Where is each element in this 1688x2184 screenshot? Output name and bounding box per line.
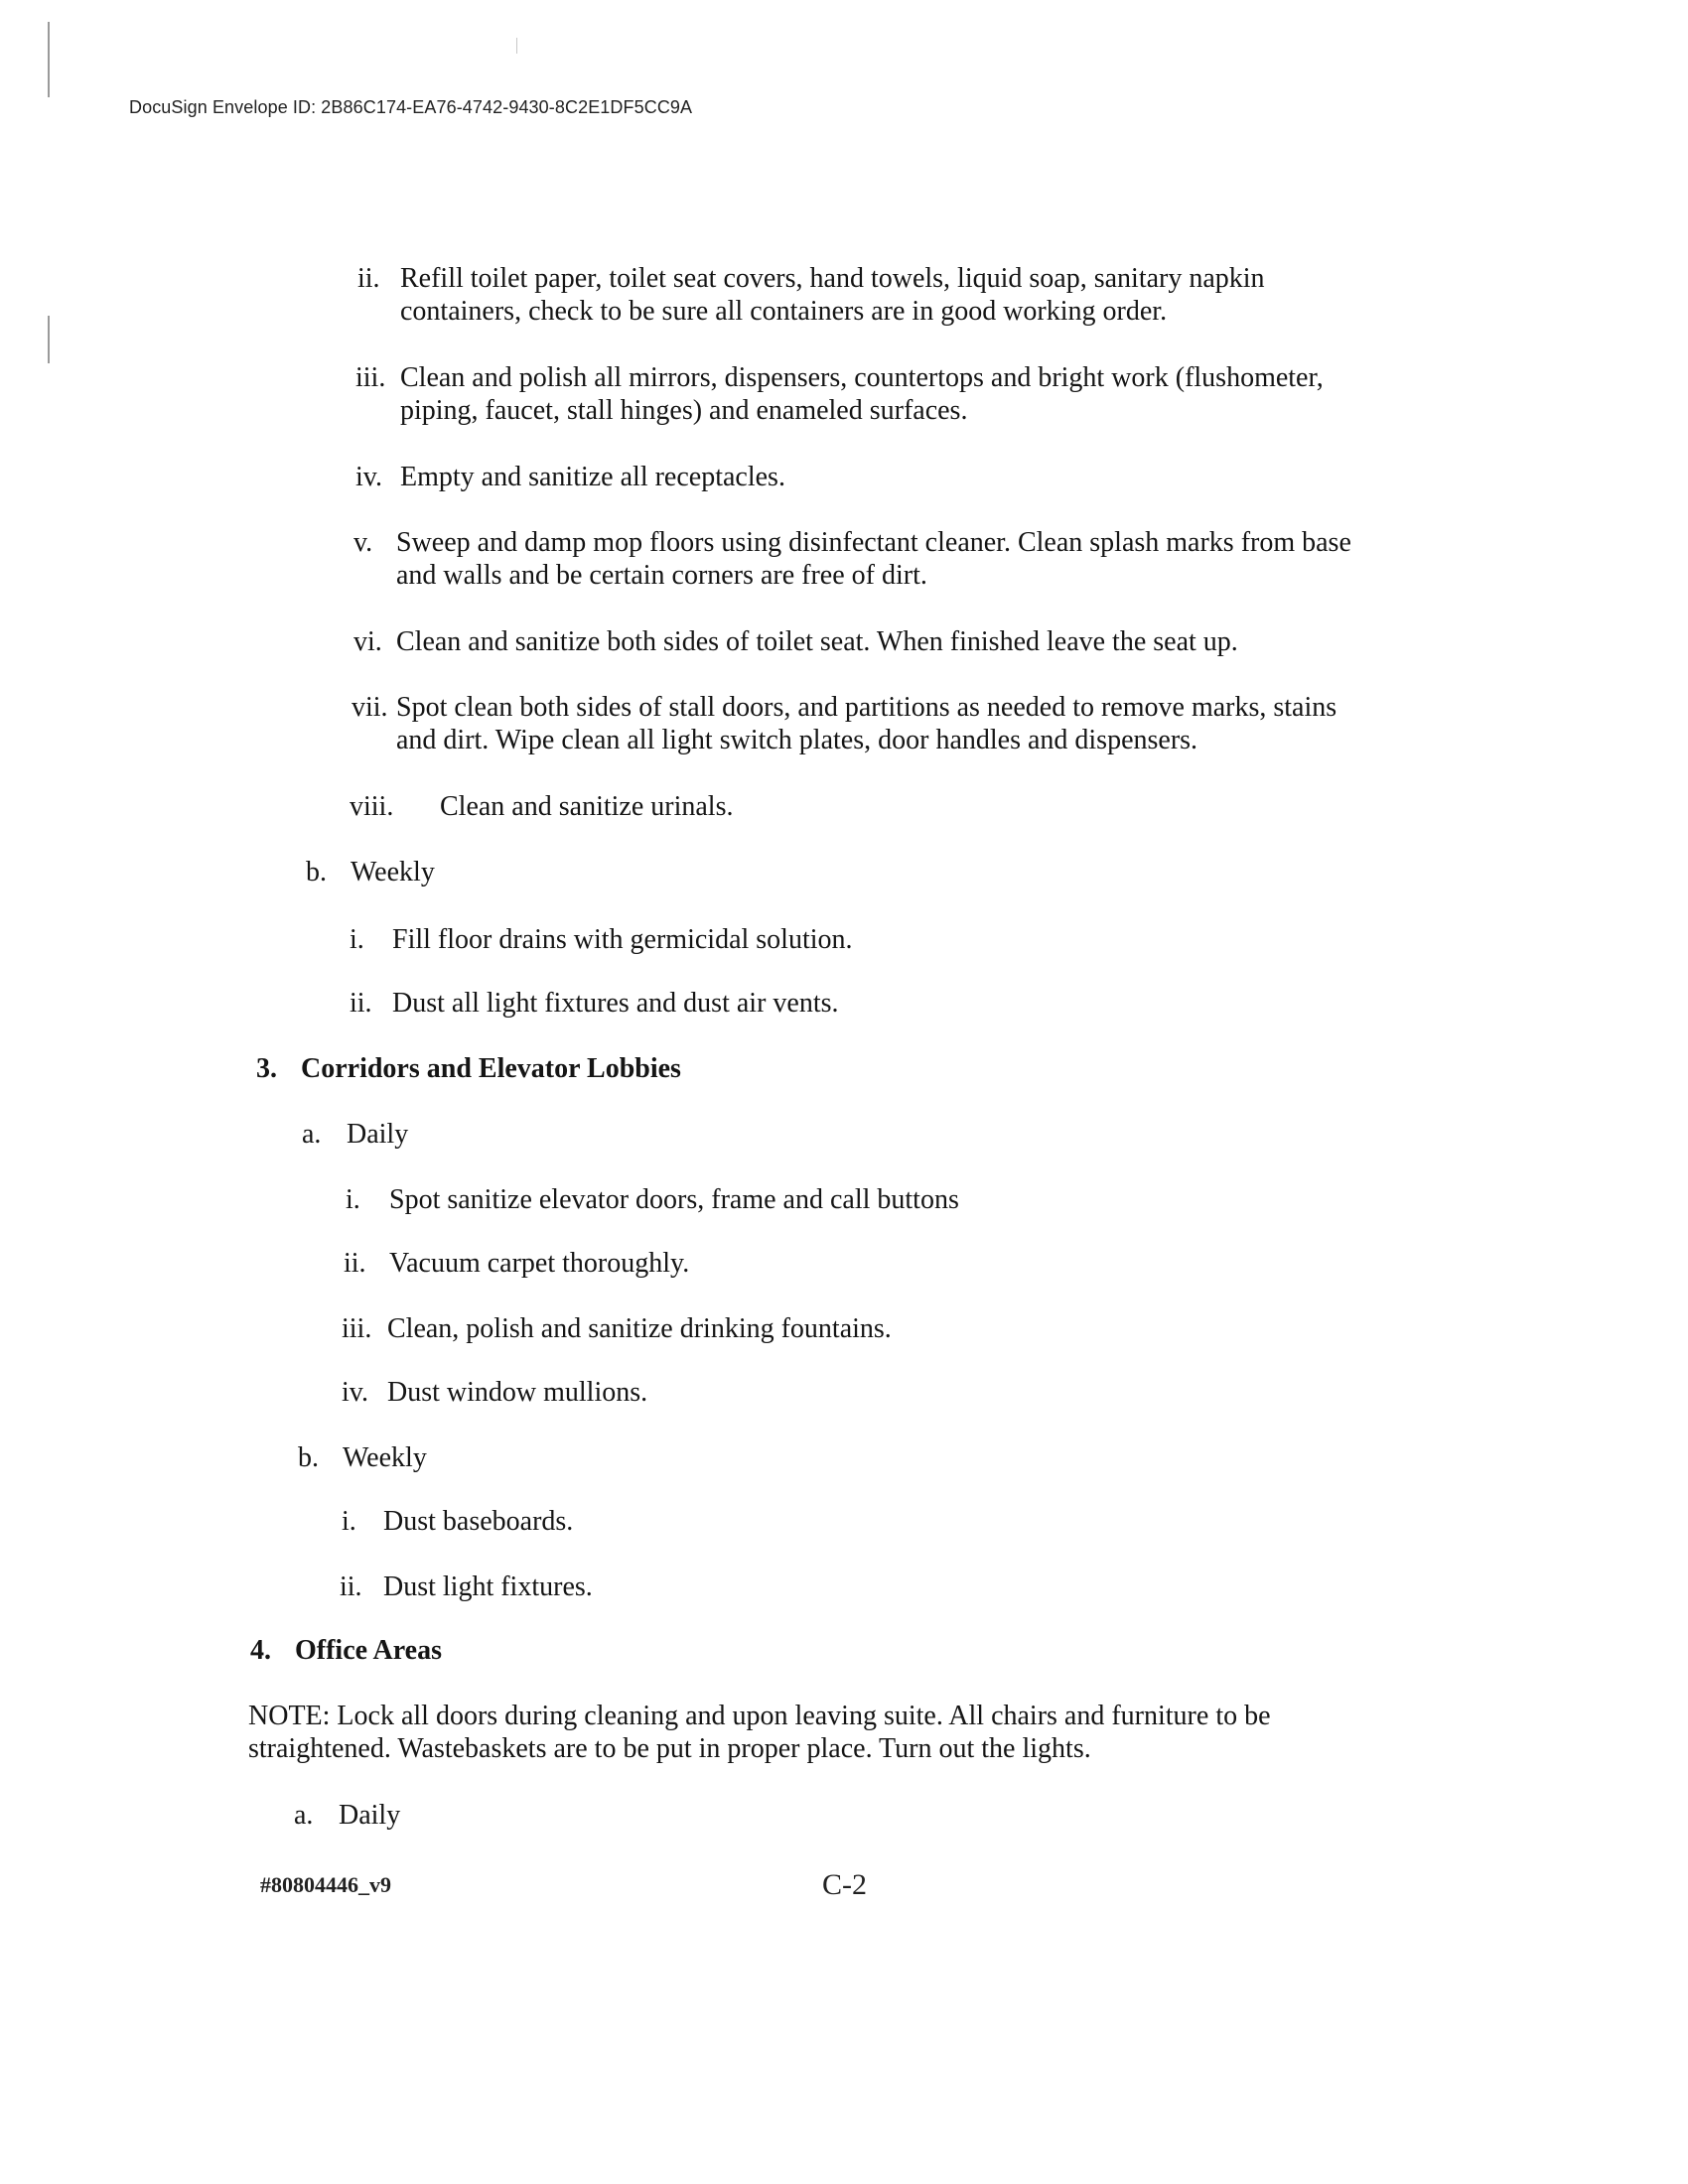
document-id: #80804446_v9 (260, 1872, 391, 1897)
section-number: 3. (256, 1053, 277, 1084)
docusign-envelope-id: DocuSign Envelope ID: 2B86C174-EA76-4742-9430-8C2E1DF5CC9A (129, 97, 693, 117)
list-item-restroom-daily-iv (355, 461, 785, 493)
scan-edge-upper (48, 22, 50, 97)
item-text-line: Clean and sanitize urinals. (440, 791, 734, 822)
item-text-line: Empty and sanitize all receptacles. (400, 462, 785, 492)
item-text-line: Vacuum carpet thoroughly. (389, 1248, 690, 1279)
item-letter: b. (306, 857, 327, 887)
list-item-restroom-weekly-ii (350, 987, 839, 1020)
list-item-restroom-daily-viii (350, 790, 733, 823)
item-number: i. (350, 924, 364, 955)
item-number: iii. (342, 1313, 372, 1344)
list-item-restroom-daily-v (353, 526, 1351, 592)
corridors-weekly-label (298, 1441, 427, 1474)
item-text-line: containers, check to be sure all containers are in good working order. (400, 296, 1168, 327)
item-letter: a. (302, 1119, 322, 1150)
item-text-line: Daily (347, 1119, 409, 1150)
office-areas-note (248, 1700, 1271, 1765)
item-text-line: Daily (339, 1800, 401, 1831)
item-number: ii. (357, 263, 380, 294)
item-number: vii. (352, 692, 388, 723)
item-number: vi. (353, 626, 382, 657)
list-item-corridors-daily-ii (344, 1247, 689, 1280)
item-text-line: Clean and polish all mirrors, dispensers, countertops and bright work (flushometer, (400, 362, 1324, 393)
list-item-restroom-daily-vii (352, 691, 1336, 756)
item-text-line: Weekly (343, 1442, 427, 1473)
item-text-line: Spot clean both sides of stall doors, and partitions as needed to remove marks, stains (396, 692, 1337, 723)
item-text-line: Dust light fixtures. (383, 1571, 593, 1602)
item-number: i. (342, 1506, 356, 1537)
item-letter: a. (294, 1800, 314, 1831)
item-number: ii. (350, 988, 372, 1019)
note-text-line: NOTE: Lock all doors during cleaning and upon leaving suite. All chairs and furniture to be (248, 1701, 1271, 1731)
item-text-line: Dust baseboards. (383, 1506, 574, 1537)
note-text-line: straightened. Wastebaskets are to be put in proper place. Turn out the lights. (248, 1733, 1091, 1764)
list-item-corridors-daily-iii (342, 1312, 892, 1345)
item-text-line: Clean, polish and sanitize drinking fountains. (387, 1313, 892, 1344)
list-item-restroom-daily-iii (355, 361, 1324, 427)
list-item-restroom-weekly-i (350, 923, 853, 956)
item-text-line: and dirt. Wipe clean all light switch plates, door handles and dispensers. (396, 725, 1198, 755)
page-number: C-2 (822, 1868, 867, 1901)
section-heading-corridors (256, 1052, 681, 1085)
scan-mark (516, 38, 517, 54)
item-text-line: Sweep and damp mop floors using disinfectant cleaner. Clean splash marks from base (396, 527, 1351, 558)
list-item-corridors-daily-i (346, 1183, 959, 1216)
item-number: ii. (344, 1248, 366, 1279)
item-number: i. (346, 1184, 360, 1215)
item-text-line: Clean and sanitize both sides of toilet seat. When finished leave the seat up. (396, 626, 1238, 657)
section-title: Corridors and Elevator Lobbies (301, 1053, 681, 1084)
item-number: ii. (340, 1571, 362, 1602)
item-number: v. (353, 527, 373, 558)
item-text-line: and walls and be certain corners are free of dirt. (396, 560, 927, 591)
list-item-corridors-weekly-ii (340, 1570, 593, 1603)
item-text-line: Weekly (351, 857, 435, 887)
section-number: 4. (250, 1635, 271, 1666)
item-text-line: Dust all light fixtures and dust air vents. (392, 988, 839, 1019)
office-areas-daily-label (294, 1799, 400, 1832)
item-number: iv. (355, 462, 382, 492)
list-item-restroom-daily-vi (353, 625, 1238, 658)
item-text-line: Fill floor drains with germicidal solution. (392, 924, 853, 955)
item-text-line: Spot sanitize elevator doors, frame and call buttons (389, 1184, 959, 1215)
item-letter: b. (298, 1442, 319, 1473)
section-title: Office Areas (295, 1635, 442, 1666)
restroom-weekly-label (306, 856, 435, 888)
list-item-restroom-daily-ii (357, 262, 1265, 328)
item-number: viii. (350, 791, 394, 822)
list-item-corridors-weekly-i (342, 1505, 573, 1538)
section-heading-office-areas (250, 1634, 442, 1667)
item-number: iv. (342, 1377, 368, 1408)
item-number: iii. (355, 362, 386, 393)
list-item-corridors-daily-iv (342, 1376, 647, 1409)
item-text-line: Dust window mullions. (387, 1377, 648, 1408)
item-text-line: Refill toilet paper, toilet seat covers, hand towels, liquid soap, sanitary napkin (400, 263, 1265, 294)
corridors-daily-label (302, 1118, 408, 1151)
item-text-line: piping, faucet, stall hinges) and enameled surfaces. (400, 395, 968, 426)
scan-edge-middle (48, 316, 50, 363)
